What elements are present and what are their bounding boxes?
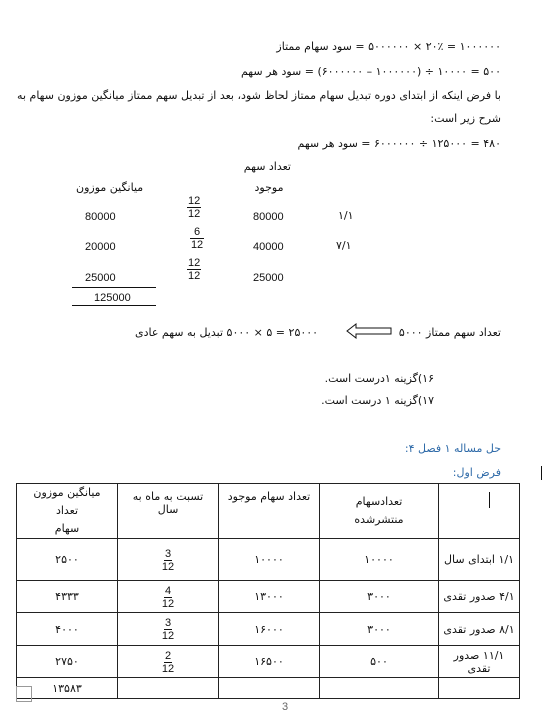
calc-avg-1: 80000 bbox=[85, 211, 116, 223]
calc-fraction-1-den: 12 bbox=[188, 208, 201, 220]
table-row bbox=[17, 646, 520, 678]
answer-17: ۱۷)گزینه ۱ درست است. bbox=[321, 394, 434, 407]
calc-fraction-2 bbox=[190, 226, 204, 251]
checkbox[interactable] bbox=[16, 686, 32, 702]
table-cell-issued: ۳۰۰۰ bbox=[320, 581, 439, 613]
table-cell-date: ۸/۱ صدور تقدی bbox=[439, 613, 520, 646]
table-header-row bbox=[17, 484, 520, 539]
table-row bbox=[17, 581, 520, 613]
calc-fraction-2-num: 6 bbox=[190, 226, 204, 239]
table-header-issued bbox=[320, 484, 439, 539]
calc-fraction-1-num: 12 bbox=[188, 195, 201, 207]
table-header-issued-line-1: تعدادسهام bbox=[355, 495, 403, 508]
ratio-fraction bbox=[162, 617, 174, 642]
calc-shares-2: 40000 bbox=[253, 241, 284, 253]
calc-avg-3: 25000 bbox=[85, 272, 116, 284]
table-cell-issued: ۵۰۰ bbox=[320, 646, 439, 678]
page-number: 3 bbox=[282, 701, 289, 713]
calc-shares-3: 25000 bbox=[253, 272, 284, 284]
calc-header-shares-1: تعداد سهم bbox=[243, 160, 291, 173]
table-header-avg-line-2: سهام bbox=[54, 522, 80, 535]
table-header-issued-line-2: منتشرشده bbox=[354, 513, 404, 526]
table-cell-avg: ۲۷۵۰ bbox=[17, 646, 118, 678]
table-total-avg: ۱۳۵۸۳ bbox=[17, 678, 118, 699]
calc-date-2: ۷/۱ bbox=[336, 239, 352, 252]
table-header-avg-line-1: میانگین موزون تعداد bbox=[33, 486, 101, 517]
table-cell-date: ۱/۱ ابتدای سال bbox=[439, 539, 520, 581]
calc-fraction-2-den: 12 bbox=[190, 239, 204, 251]
equation-eps-diluted: ۴۸۰ = ۱۲۵۰۰۰ ÷ ۶۰۰۰۰۰۰ = سود هر سهم bbox=[297, 137, 501, 150]
table-header-ratio: تسبت به ماه به سال bbox=[118, 484, 219, 539]
table-header-existing: تعداد سهام موجود bbox=[219, 484, 320, 539]
table-cell-date: ۱۱/۱ صدور تقدی bbox=[439, 646, 520, 678]
ratio-fraction bbox=[162, 650, 174, 675]
calc-total: 125000 bbox=[94, 292, 131, 304]
left-arrow-icon bbox=[346, 323, 392, 339]
table-header-date bbox=[439, 484, 520, 539]
weighted-average-table bbox=[16, 483, 520, 699]
table-cell-avg: ۴۳۳۳ bbox=[17, 581, 118, 613]
text-cursor bbox=[541, 466, 542, 480]
calc-fraction-3-num: 12 bbox=[188, 257, 201, 269]
paragraph-assumption: با فرض اینکه از ابتدای دوره تبدیل سهام ممتاز لحاظ شود، بعد از تبدیل سهم ممتاز میانگین موزون سهام به bbox=[17, 89, 501, 102]
answer-16: ۱۶)گزینه ۱درست است. bbox=[324, 372, 434, 385]
calc-shares-1: 80000 bbox=[253, 211, 284, 223]
section-heading: حل مساله ۱ فصل ۴: bbox=[404, 442, 501, 455]
table-row bbox=[17, 613, 520, 646]
equation-preferred-dividend: ۱۰۰۰۰۰۰ = ۲۰٪ × ۵۰۰۰۰۰۰ = سود سهام ممتاز bbox=[276, 40, 501, 53]
ratio-numerator: 2 bbox=[164, 649, 172, 662]
table-cell-ratio bbox=[118, 646, 219, 678]
section-subheading: فرض اول: bbox=[452, 466, 501, 479]
ratio-denominator: 12 bbox=[161, 630, 175, 642]
table-cell-ratio bbox=[118, 613, 219, 646]
conversion-preferred-shares: تعداد سهم ممتاز ۵۰۰۰ bbox=[398, 326, 501, 339]
ratio-numerator: 4 bbox=[164, 584, 172, 597]
calc-date-1: ۱/۱ bbox=[338, 209, 354, 222]
table-cell-ratio bbox=[118, 539, 219, 581]
calc-header-shares-2: موجود bbox=[254, 181, 284, 194]
table-cell-existing: ۱۳۰۰۰ bbox=[219, 581, 320, 613]
table-cell-existing: ۱۶۰۰۰ bbox=[219, 613, 320, 646]
table-cell-existing: ۱۰۰۰۰ bbox=[219, 539, 320, 581]
calc-header-avg: میانگین موزون bbox=[76, 181, 144, 194]
ratio-denominator: 12 bbox=[161, 662, 175, 675]
table-total-row bbox=[17, 678, 520, 699]
ratio-denominator: 12 bbox=[161, 560, 175, 573]
calc-fraction-3 bbox=[187, 257, 201, 282]
table-header-avg bbox=[17, 484, 118, 539]
calc-fraction-1 bbox=[187, 195, 201, 220]
calc-total-divider bbox=[72, 287, 156, 288]
table-row bbox=[17, 539, 520, 581]
paragraph-assumption-cont: شرح زیر است: bbox=[430, 112, 501, 125]
table-cell-ratio bbox=[118, 581, 219, 613]
calc-total-underline bbox=[72, 305, 156, 306]
table-cell-avg: ۲۵۰۰ bbox=[17, 539, 118, 581]
table-cell-issued: ۳۰۰۰ bbox=[320, 613, 439, 646]
equation-eps: ۵۰۰ = ۱۰۰۰۰ ÷ (۱۰۰۰۰۰۰ – ۶۰۰۰۰۰۰) = سود هر سهم bbox=[240, 65, 501, 78]
ratio-denominator: 12 bbox=[161, 597, 175, 610]
table-cell-avg: ۴۰۰۰ bbox=[17, 613, 118, 646]
conversion-equation: ۲۵۰۰۰ = ۵ × ۵۰۰۰ تبدیل به سهم عادی bbox=[135, 326, 319, 339]
table-cell-issued: ۱۰۰۰۰ bbox=[320, 539, 439, 581]
ratio-fraction bbox=[162, 585, 174, 610]
calc-fraction-3-den: 12 bbox=[188, 270, 201, 282]
table-cell-existing: ۱۶۵۰۰ bbox=[219, 646, 320, 678]
table-cell-date: ۴/۱ صدور تقدی bbox=[439, 581, 520, 613]
ratio-fraction bbox=[162, 548, 174, 573]
ratio-numerator: 3 bbox=[164, 547, 172, 560]
ratio-numerator: 3 bbox=[164, 617, 172, 629]
calc-avg-2: 20000 bbox=[85, 241, 116, 253]
